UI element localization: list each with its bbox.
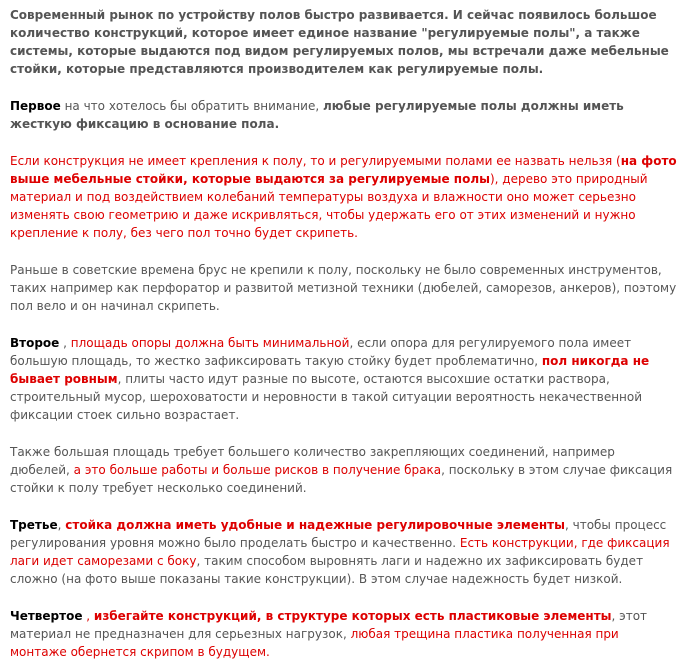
point-second-paragraph <box>10 334 678 424</box>
point-first-emphasis: любые регулируемые полы должны иметь жесткую фиксацию в основание пола. <box>10 99 624 131</box>
point-first-text: на что хотелось бы обратить внимание, <box>60 99 323 113</box>
point-third-paragraph <box>10 516 678 588</box>
area-text-c: , поскольку в этом случае фиксация стойки к полу требует несколько соединений. <box>10 463 673 495</box>
area-emphasis: а это больше работы и больше рисков в получение брака <box>73 463 442 477</box>
intro-paragraph: Современный рынок по устройству полов быстро развивается. И сейчас появилось большое количество конструкций, которое имеет единое название "регулируемые полы", а также системы, которые выдаются под видом регулируемых полов, мы встречали даже мебельные стойки, которые представляются производителем как регулируемые полы. <box>10 8 669 76</box>
point-fourth-paragraph <box>10 607 678 661</box>
point-first-lead: Первое <box>10 99 61 113</box>
area-text-a: Также большая площадь требует большего количество закрепляющих соединений, например дюбелей, <box>10 445 615 477</box>
point-third-text-e: , таким способом выровнять лаги и надежно их зафиксировать будет сложно (на фото выше показаны такие конструкции). В этом случае надежность будет низкой. <box>10 554 644 586</box>
point-second-emphasis: площадь опоры должна быть минимальной <box>70 336 350 350</box>
area-paragraph <box>10 443 678 497</box>
fixation-photo-note: на фото выше мебельные стойки, которые выдаются за регулируемые полы <box>10 154 677 186</box>
point-fourth-end: . <box>266 645 270 659</box>
point-first-paragraph <box>10 97 678 133</box>
point-second-lead: Второе <box>10 336 60 350</box>
fixation-text-c: ), дерево это природный материал и под воздействием колебаний температуры воздуха и влажности оно может серьезно изменять свою геометрию и даже искривляться, чтобы удержать его от этих изменений и нужно крепление к полу, без чего пол точно будет скрипеть. <box>10 172 648 240</box>
point-third-text-c: , чтобы процесс регулирования уровня можно было проделать быстро и качественно. <box>10 518 667 550</box>
point-third-sep: , <box>57 518 66 532</box>
point-fourth-crack-note: любая трещина пластика полученная при монтаже обернется скрипом в будущем <box>10 627 619 659</box>
point-second-text-c: , если опора для регулируемого пола имеет большую площадь, то жестко зафиксировать такую стойку будет проблематично, <box>10 336 632 368</box>
fixation-text-a: Если конструкция не имеет крепления к полу, то и регулируемыми полами ее назвать нельзя ( <box>10 154 621 168</box>
point-fourth-emphasis: избегайте конструкций, в структуре которых есть пластиковые элементы <box>93 609 612 623</box>
soviet-paragraph: Раньше в советские времена брус не крепили к полу, поскольку не было современных инструментов, таких например как перфоратор и развитой метизной техники (дюбелей, саморезов, анкеров), поэтому пол вело и он начинал скрипеть. <box>10 263 677 313</box>
point-second-text-e: , плиты часто идут разные по высоте, остаются высохшие остатки раствора, строительный мусор, шероховатости и неровности в такой ситуации вероятность некачественной фиксации стоек сильно возрастает. <box>10 372 643 422</box>
point-third-emphasis: стойка должна иметь удобные и надежные регулировочные элементы <box>65 518 565 532</box>
point-third-screws-note: Есть конструкции, где фиксация лаги идет саморезами с боку <box>10 536 670 568</box>
point-fourth-sep: , <box>82 609 94 623</box>
point-third-lead: Третье <box>10 518 58 532</box>
fixation-paragraph <box>10 152 678 242</box>
point-fourth-text-c: , этот материал не предназначен для серьезных нагрузок, <box>10 609 648 641</box>
point-second-sep: , <box>59 336 71 350</box>
point-fourth-lead: Четвертое <box>10 609 83 623</box>
point-second-floor-note: пол никогда не бывает ровным <box>10 354 650 386</box>
